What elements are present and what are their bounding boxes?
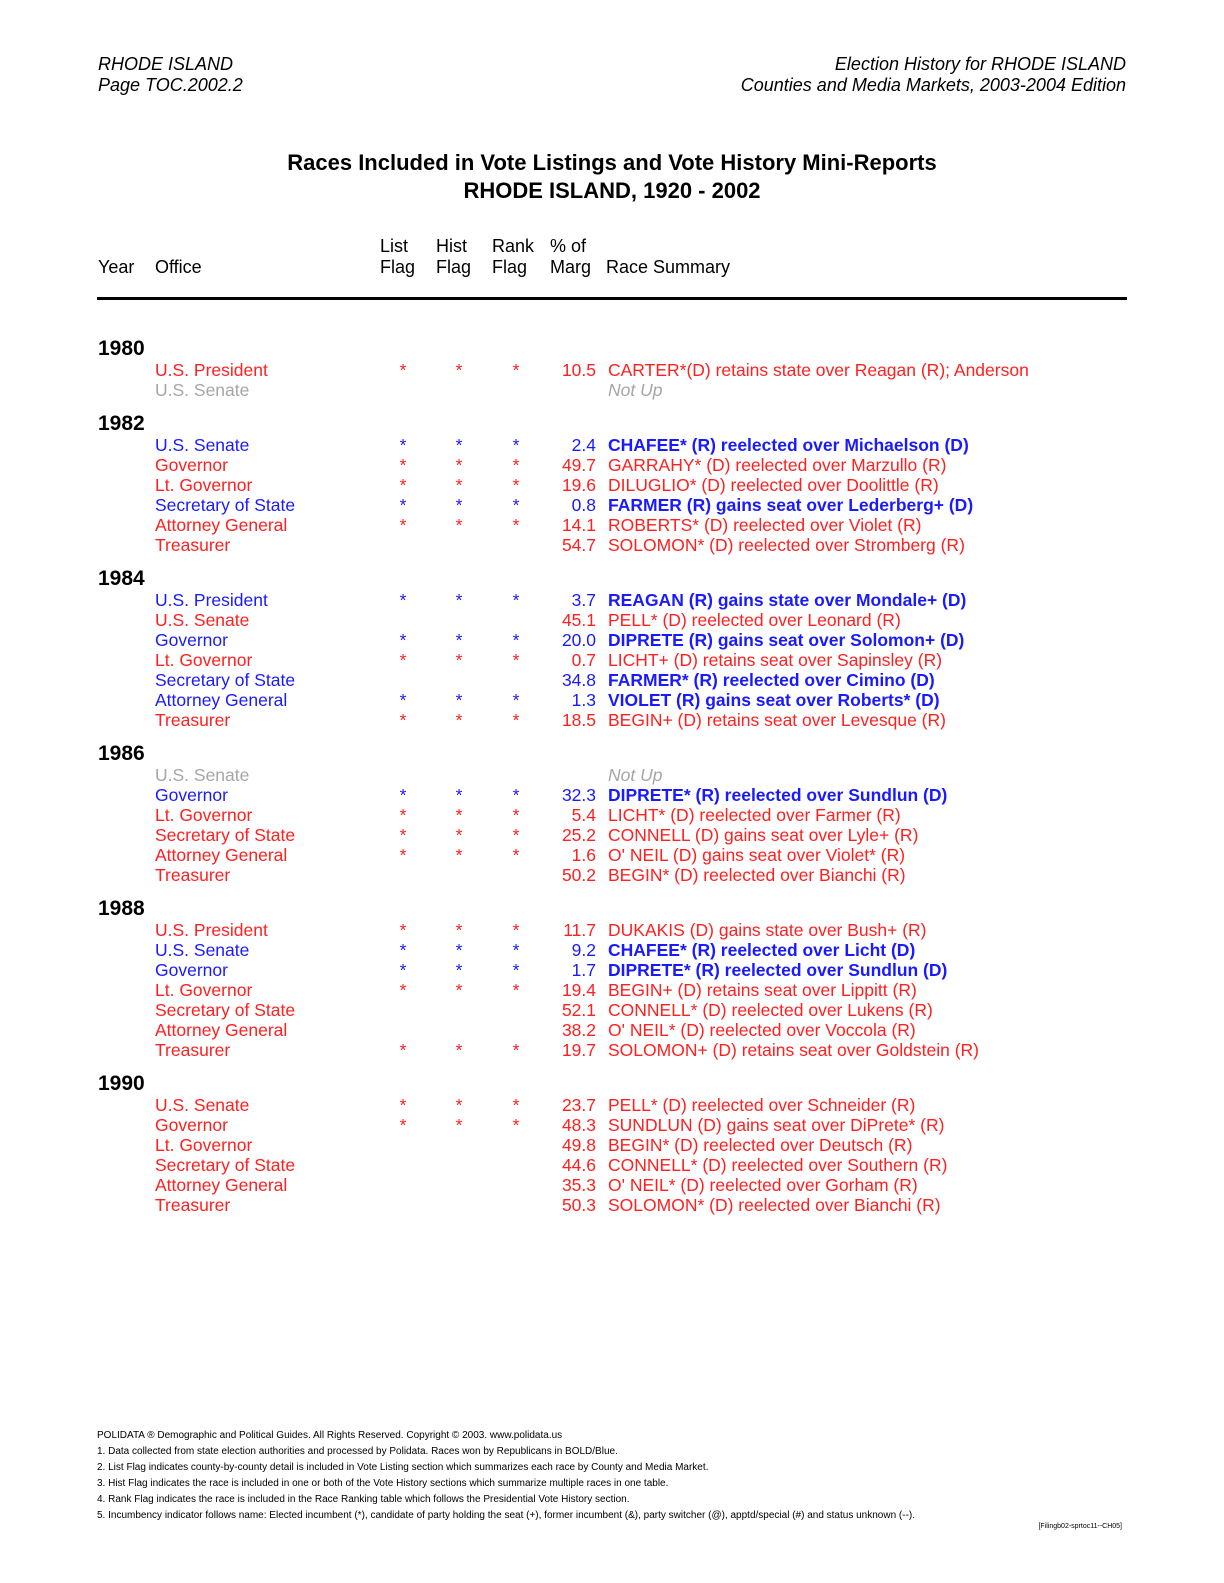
list-flag: *: [399, 1095, 407, 1115]
hist-flag: *: [455, 940, 463, 960]
race-row: [0, 1135, 1224, 1155]
list-flag: *: [399, 475, 407, 495]
year-heading: 1984: [98, 567, 145, 590]
column-header-race-summary: Race Summary: [606, 257, 731, 277]
hist-flag: *: [455, 710, 463, 730]
rank-flag: *: [512, 515, 520, 535]
race-office: Treasurer: [155, 535, 231, 555]
race-summary: BEGIN* (D) reelected over Bianchi (R): [608, 865, 906, 885]
margin-percent: 5.4: [571, 805, 596, 825]
hist-flag: *: [455, 475, 463, 495]
race-row: [0, 785, 1224, 805]
race-summary: DIPRETE (R) gains seat over Solomon+ (D): [608, 630, 965, 650]
race-row: [0, 650, 1224, 670]
rank-flag: *: [512, 920, 520, 940]
race-row: [0, 535, 1224, 555]
race-office: Treasurer: [155, 1195, 231, 1215]
year-block: [0, 896, 1224, 1060]
race-office: Lt. Governor: [155, 1135, 253, 1155]
rank-flag: *: [512, 590, 520, 610]
year-block: [0, 566, 1224, 730]
list-flag: *: [399, 785, 407, 805]
race-office: Governor: [155, 785, 228, 805]
column-header-margin: [550, 236, 591, 278]
margin-percent: 50.3: [561, 1195, 596, 1215]
race-summary: Not Up: [608, 765, 663, 785]
margin-percent: 0.7: [571, 650, 596, 670]
race-row: [0, 1115, 1224, 1135]
race-summary: GARRAHY* (D) reelected over Marzullo (R): [608, 455, 947, 475]
race-row: [0, 825, 1224, 845]
margin-percent: 11.7: [563, 920, 596, 940]
race-summary: CARTER*(D) retains state over Reagan (R); Anderson: [608, 360, 1029, 380]
race-summary: SOLOMON* (D) reelected over Bianchi (R): [608, 1195, 941, 1215]
margin-percent: 45.1: [561, 610, 596, 630]
race-office: U.S. Senate: [155, 1095, 250, 1115]
margin-percent: 32.3: [561, 785, 596, 805]
race-row: [0, 455, 1224, 475]
race-summary: ROBERTS* (D) reelected over Violet (R): [608, 515, 922, 535]
race-row: [0, 960, 1224, 980]
year-block: [0, 741, 1224, 885]
race-row: [0, 1000, 1224, 1020]
list-flag: *: [399, 360, 407, 380]
column-header-rank-flag: [492, 236, 534, 278]
race-row: [0, 475, 1224, 495]
hist-flag: *: [455, 515, 463, 535]
race-row: [0, 1195, 1224, 1215]
race-row: [0, 865, 1224, 885]
race-summary: FARMER* (R) reelected over Cimino (D): [608, 670, 935, 690]
race-office: Treasurer: [155, 1040, 231, 1060]
race-row: [0, 920, 1224, 940]
hist-flag: *: [455, 435, 463, 455]
race-row: [0, 940, 1224, 960]
race-summary: PELL* (D) reelected over Schneider (R): [608, 1095, 916, 1115]
page-subtitle: RHODE ISLAND, 1920 - 2002: [463, 178, 761, 203]
race-summary: SUNDLUN (D) gains seat over DiPrete* (R): [608, 1115, 945, 1135]
year-heading: 1988: [98, 897, 145, 920]
race-summary: CONNELL* (D) reelected over Southern (R): [608, 1155, 948, 1175]
column-header-office: Office: [155, 257, 202, 277]
race-office: U.S. Senate: [155, 610, 250, 630]
rank-flag: *: [512, 825, 520, 845]
list-flag: *: [399, 495, 407, 515]
column-header-rank-flag-bottom: Flag: [492, 257, 528, 277]
column-header-list-flag-bottom: Flag: [380, 257, 416, 277]
race-summary: SOLOMON+ (D) retains seat over Goldstein (R): [608, 1040, 980, 1060]
race-row: [0, 590, 1224, 610]
race-summary: BEGIN+ (D) retains seat over Lippitt (R): [608, 980, 917, 1000]
race-summary: CHAFEE* (R) reelected over Licht (D): [608, 940, 916, 960]
margin-percent: 34.8: [561, 670, 596, 690]
hist-flag: *: [455, 650, 463, 670]
rank-flag: *: [512, 360, 520, 380]
margin-percent: 54.7: [561, 535, 596, 555]
rank-flag: *: [512, 495, 520, 515]
race-row: [0, 670, 1224, 690]
column-header-hist-flag-top: Hist: [436, 236, 467, 256]
race-office: Attorney General: [155, 690, 288, 710]
race-summary: BEGIN+ (D) retains seat over Levesque (R): [608, 710, 946, 730]
race-office: Lt. Governor: [155, 650, 253, 670]
hist-flag: *: [455, 920, 463, 940]
margin-percent: 1.3: [571, 690, 596, 710]
race-office: U.S. President: [155, 360, 268, 380]
list-flag: *: [399, 630, 407, 650]
race-office: Treasurer: [155, 865, 231, 885]
hist-flag: *: [455, 360, 463, 380]
race-summary: FARMER (R) gains seat over Lederberg+ (D): [608, 495, 974, 515]
hist-flag: *: [455, 980, 463, 1000]
list-flag: *: [399, 960, 407, 980]
list-flag: *: [399, 920, 407, 940]
year-block: [0, 1071, 1224, 1215]
race-summary: LICHT* (D) reelected over Farmer (R): [608, 805, 901, 825]
margin-percent: 20.0: [561, 630, 596, 650]
list-flag: *: [399, 690, 407, 710]
hist-flag: *: [455, 845, 463, 865]
footer-file-id: [Filingb02-sprtoc11--CH05]: [1038, 1523, 1122, 1530]
margin-percent: 38.2: [561, 1020, 596, 1040]
race-office: U.S. Senate: [155, 940, 250, 960]
column-header-list-flag: [380, 236, 415, 278]
race-row: [0, 630, 1224, 650]
race-summary: CHAFEE* (R) reelected over Michaelson (D): [608, 435, 969, 455]
race-row: [0, 435, 1224, 455]
hist-flag: *: [455, 1115, 463, 1135]
list-flag: *: [399, 1040, 407, 1060]
race-summary: DUKAKIS (D) gains state over Bush+ (R): [608, 920, 927, 940]
race-office: Governor: [155, 630, 228, 650]
rank-flag: *: [512, 435, 520, 455]
race-row: [0, 515, 1224, 535]
column-header-margin-bottom: Marg: [550, 257, 592, 277]
race-office: Secretary of State: [155, 495, 296, 515]
margin-percent: 1.6: [571, 845, 596, 865]
race-office: Lt. Governor: [155, 475, 253, 495]
hist-flag: *: [455, 825, 463, 845]
race-summary: DIPRETE* (R) reelected over Sundlun (D): [608, 960, 948, 980]
list-flag: *: [399, 845, 407, 865]
race-office: Attorney General: [155, 515, 288, 535]
race-office: Governor: [155, 455, 228, 475]
column-header-rank-flag-top: Rank: [492, 236, 535, 256]
rank-flag: *: [512, 455, 520, 475]
column-header-year: Year: [98, 257, 135, 277]
race-row: [0, 360, 1224, 380]
race-office: Secretary of State: [155, 670, 296, 690]
rank-flag: *: [512, 785, 520, 805]
margin-percent: 19.4: [561, 980, 596, 1000]
hist-flag: *: [455, 495, 463, 515]
margin-percent: 9.2: [571, 940, 596, 960]
column-header-margin-top: % of: [550, 236, 587, 256]
footer-note-5: 5. Incumbency indicator follows name: Elected incumbent (*), candidate of party holding the seat (+), former incumbent (&), party switcher (@), apptd/special (#) and status unknown (--).: [97, 1510, 916, 1521]
list-flag: *: [399, 435, 407, 455]
race-office: U.S. Senate: [155, 380, 250, 400]
margin-percent: 14.1: [561, 515, 596, 535]
race-summary: BEGIN* (D) reelected over Deutsch (R): [608, 1135, 913, 1155]
race-summary: O' NEIL (D) gains seat over Violet* (R): [608, 845, 906, 865]
margin-percent: 48.3: [561, 1115, 596, 1135]
hist-flag: *: [455, 1040, 463, 1060]
list-flag: *: [399, 1115, 407, 1135]
header-rule: [97, 297, 1127, 300]
margin-percent: 0.8: [571, 495, 596, 515]
rank-flag: *: [512, 940, 520, 960]
race-summary: CONNELL (D) gains seat over Lyle+ (R): [608, 825, 919, 845]
margin-percent: 25.2: [561, 825, 596, 845]
race-office: U.S. President: [155, 590, 268, 610]
header-right: [741, 54, 1126, 96]
race-office: Governor: [155, 960, 228, 980]
list-flag: *: [399, 455, 407, 475]
race-summary: LICHT+ (D) retains seat over Sapinsley (R): [608, 650, 943, 670]
list-flag: *: [399, 515, 407, 535]
margin-percent: 19.6: [561, 475, 596, 495]
race-row: [0, 765, 1224, 785]
list-flag: *: [399, 710, 407, 730]
race-summary: REAGAN (R) gains state over Mondale+ (D): [608, 590, 967, 610]
race-summary: CONNELL* (D) reelected over Lukens (R): [608, 1000, 933, 1020]
race-office: Attorney General: [155, 1175, 288, 1195]
margin-percent: 44.6: [561, 1155, 596, 1175]
footer-note-3: 3. Hist Flag indicates the race is included in one or both of the Vote History sections which summarize multiple races in one table.: [97, 1478, 669, 1489]
race-office: Treasurer: [155, 710, 231, 730]
margin-percent: 49.7: [561, 455, 596, 475]
hist-flag: *: [455, 1095, 463, 1115]
hist-flag: *: [455, 690, 463, 710]
race-summary: DILUGLIO* (D) reelected over Doolittle (R): [608, 475, 939, 495]
rank-flag: *: [512, 805, 520, 825]
race-summary: SOLOMON* (D) reelected over Stromberg (R): [608, 535, 965, 555]
rank-flag: *: [512, 980, 520, 1000]
header-state: RHODE ISLAND: [98, 54, 234, 74]
race-row: [0, 980, 1224, 1000]
page-title: Races Included in Vote Listings and Vote History Mini-Reports: [287, 150, 937, 175]
year-heading: 1982: [98, 412, 145, 435]
race-office: Secretary of State: [155, 1000, 296, 1020]
rank-flag: *: [512, 710, 520, 730]
list-flag: *: [399, 590, 407, 610]
margin-percent: 23.7: [561, 1095, 596, 1115]
race-row: [0, 1040, 1224, 1060]
footer-note-1: 1. Data collected from state election authorities and processed by Polidata. Races won by Republicans in BOLD/Blue.: [97, 1446, 618, 1457]
column-header-hist-flag-bottom: Flag: [436, 257, 472, 277]
year-heading: 1986: [98, 742, 145, 765]
rank-flag: *: [512, 650, 520, 670]
year-block: [0, 336, 1224, 400]
margin-percent: 49.8: [561, 1135, 596, 1155]
margin-percent: 1.7: [571, 960, 596, 980]
year-heading: 1990: [98, 1072, 145, 1095]
margin-percent: 19.7: [561, 1040, 596, 1060]
race-office: U.S. Senate: [155, 765, 250, 785]
race-row: [0, 495, 1224, 515]
list-flag: *: [399, 650, 407, 670]
hist-flag: *: [455, 630, 463, 650]
race-summary: Not Up: [608, 380, 663, 400]
race-row: [0, 1095, 1224, 1115]
race-row: [0, 610, 1224, 630]
race-row: [0, 710, 1224, 730]
race-summary: O' NEIL* (D) reelected over Gorham (R): [608, 1175, 918, 1195]
rank-flag: *: [512, 1095, 520, 1115]
margin-percent: 35.3: [561, 1175, 596, 1195]
column-header-list-flag-top: List: [380, 236, 409, 256]
race-summary: PELL* (D) reelected over Leonard (R): [608, 610, 901, 630]
rank-flag: *: [512, 845, 520, 865]
race-office: Lt. Governor: [155, 980, 253, 1000]
list-flag: *: [399, 805, 407, 825]
race-row: [0, 690, 1224, 710]
race-row: [0, 805, 1224, 825]
rank-flag: *: [512, 475, 520, 495]
race-row: [0, 845, 1224, 865]
year-heading: 1980: [98, 337, 145, 360]
rank-flag: *: [512, 960, 520, 980]
hist-flag: *: [455, 960, 463, 980]
margin-percent: 18.5: [561, 710, 596, 730]
footer-note-4: 4. Rank Flag indicates the race is included in the Race Ranking table which follows the Presidential Vote History section.: [97, 1494, 630, 1505]
race-office: Secretary of State: [155, 1155, 296, 1175]
rank-flag: *: [512, 690, 520, 710]
race-office: Secretary of State: [155, 825, 296, 845]
footer-note-2: 2. List Flag indicates county-by-county detail is included in Vote Listing section which summarizes each race by County and Media Market.: [97, 1462, 709, 1473]
hist-flag: *: [455, 805, 463, 825]
hist-flag: *: [455, 590, 463, 610]
header-page-number: Page TOC.2002.2: [98, 75, 243, 95]
list-flag: *: [399, 825, 407, 845]
race-office: Lt. Governor: [155, 805, 253, 825]
footer: [97, 1428, 915, 1524]
race-row: [0, 1175, 1224, 1195]
race-summary: O' NEIL* (D) reelected over Voccola (R): [608, 1020, 916, 1040]
footer-copyright: POLIDATA ® Demographic and Political Guides. All Rights Reserved. Copyright © 2003. www.polidata.us: [97, 1430, 563, 1441]
race-office: U.S. President: [155, 920, 268, 940]
header-left: [98, 54, 243, 96]
margin-percent: 10.5: [561, 360, 596, 380]
race-row: [0, 1155, 1224, 1175]
race-office: Attorney General: [155, 845, 288, 865]
rank-flag: *: [512, 1040, 520, 1060]
race-office: Attorney General: [155, 1020, 288, 1040]
race-office: Governor: [155, 1115, 228, 1135]
hist-flag: *: [455, 455, 463, 475]
list-flag: *: [399, 940, 407, 960]
column-header-hist-flag: [436, 236, 471, 278]
margin-percent: 50.2: [561, 865, 596, 885]
header-edition: Counties and Media Markets, 2003-2004 Edition: [740, 75, 1126, 95]
year-block: [0, 411, 1224, 555]
race-row: [0, 1020, 1224, 1040]
rank-flag: *: [512, 630, 520, 650]
race-summary: DIPRETE* (R) reelected over Sundlun (D): [608, 785, 948, 805]
margin-percent: 3.7: [571, 590, 596, 610]
header-report-title: Election History for RHODE ISLAND: [834, 54, 1126, 74]
race-summary: VIOLET (R) gains seat over Roberts* (D): [608, 690, 940, 710]
hist-flag: *: [455, 785, 463, 805]
margin-percent: 52.1: [561, 1000, 596, 1020]
race-office: U.S. Senate: [155, 435, 250, 455]
list-flag: *: [399, 980, 407, 1000]
margin-percent: 2.4: [571, 435, 596, 455]
race-listing: [0, 336, 1224, 1226]
rank-flag: *: [512, 1115, 520, 1135]
race-row: [0, 380, 1224, 400]
